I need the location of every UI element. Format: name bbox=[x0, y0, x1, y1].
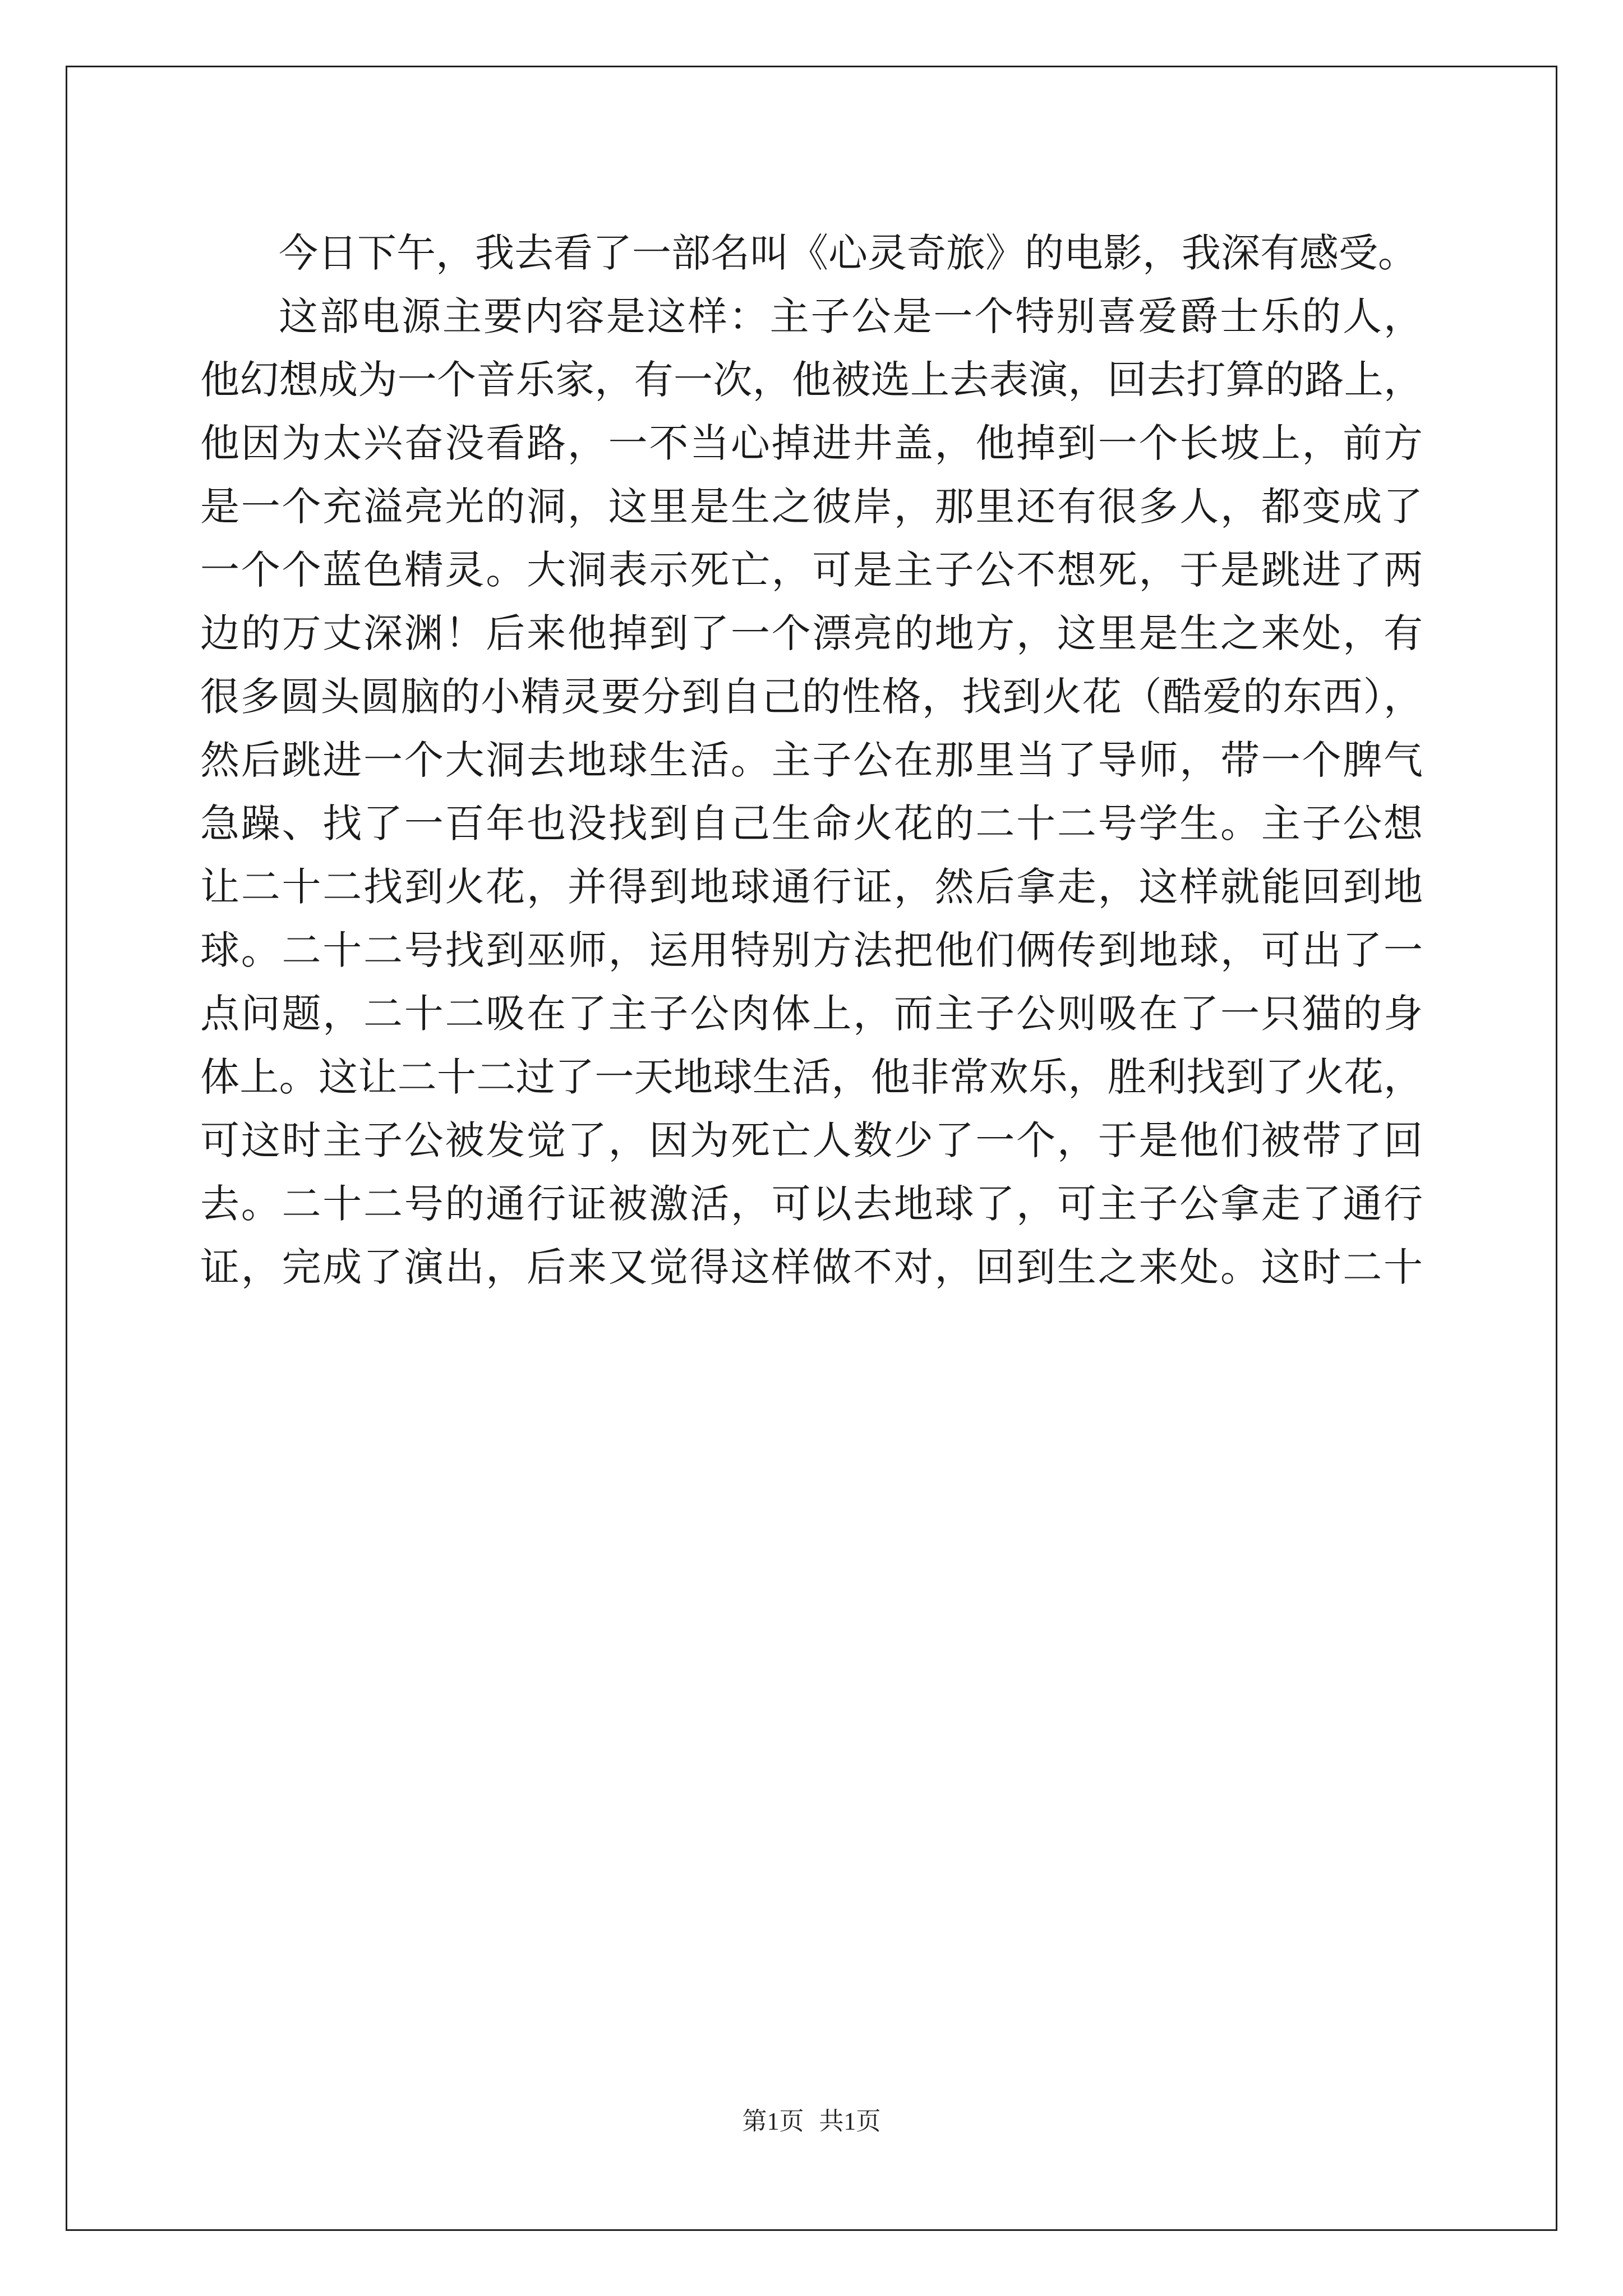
paragraph-2-line: 证，完成了演出，后来又觉得这样做不对，回到生之来处。这时二十 bbox=[200, 1244, 1423, 1290]
paragraph-2-line: 这部电源主要内容是这样：主子公是一个特别喜爱爵士乐的人， bbox=[279, 293, 1423, 339]
page-number: 第1页 bbox=[742, 2108, 804, 2135]
paragraph-2-line: 很多圆头圆脑的小精灵要分到自己的性格，找到火花（酷爱的东西）， bbox=[200, 674, 1423, 720]
page-footer bbox=[0, 2101, 1623, 2137]
paragraph-2-line: 一个个蓝色精灵。大洞表示死亡，可是主子公不想死，于是跳进了两 bbox=[200, 547, 1423, 593]
paragraph-2-line: 然后跳进一个大洞去地球生活。主子公在那里当了导师，带一个脾气 bbox=[200, 737, 1423, 783]
paragraph-1-line: 今日下午，我去看了一部名叫《心灵奇旅》的电影，我深有感受。 bbox=[279, 230, 1417, 276]
paragraph-2-line: 急躁、找了一百年也没找到自己生命火花的二十二号学生。主子公想 bbox=[200, 800, 1423, 846]
paragraph-2-line: 点问题，二十二吸在了主子公肉体上，而主子公则吸在了一只猫的身 bbox=[200, 991, 1423, 1037]
document-body bbox=[200, 222, 1423, 1299]
paragraph-2-line: 让二十二找到火花，并得到地球通行证，然后拿走，这样就能回到地 bbox=[200, 864, 1423, 910]
paragraph-2-line: 球。二十二号找到巫师，运用特别方法把他们俩传到地球，可出了一 bbox=[200, 927, 1423, 973]
paragraph-2-line: 他因为太兴奋没看路，一不当心掉进井盖，他掉到一个长坡上，前方 bbox=[200, 420, 1423, 466]
paragraph-2-line: 可这时主子公被发觉了，因为死亡人数少了一个，于是他们被带了回 bbox=[200, 1117, 1423, 1163]
paragraph-2-line: 边的万丈深渊！后来他掉到了一个漂亮的地方，这里是生之来处，有 bbox=[200, 610, 1423, 656]
paragraph-2-line: 体上。这让二十二过了一天地球生活，他非常欢乐，胜利找到了火花， bbox=[200, 1054, 1423, 1100]
paragraph-2-line: 去。二十二号的通行证被激活，可以去地球了，可主子公拿走了通行 bbox=[200, 1181, 1423, 1227]
paragraph-2-line: 他幻想成为一个音乐家，有一次，他被选上去表演，回去打算的路上， bbox=[200, 357, 1423, 403]
paragraph-2-line: 是一个充溢亮光的洞，这里是生之彼岸，那里还有很多人，都变成了 bbox=[200, 484, 1423, 530]
total-pages: 共1页 bbox=[819, 2108, 881, 2135]
